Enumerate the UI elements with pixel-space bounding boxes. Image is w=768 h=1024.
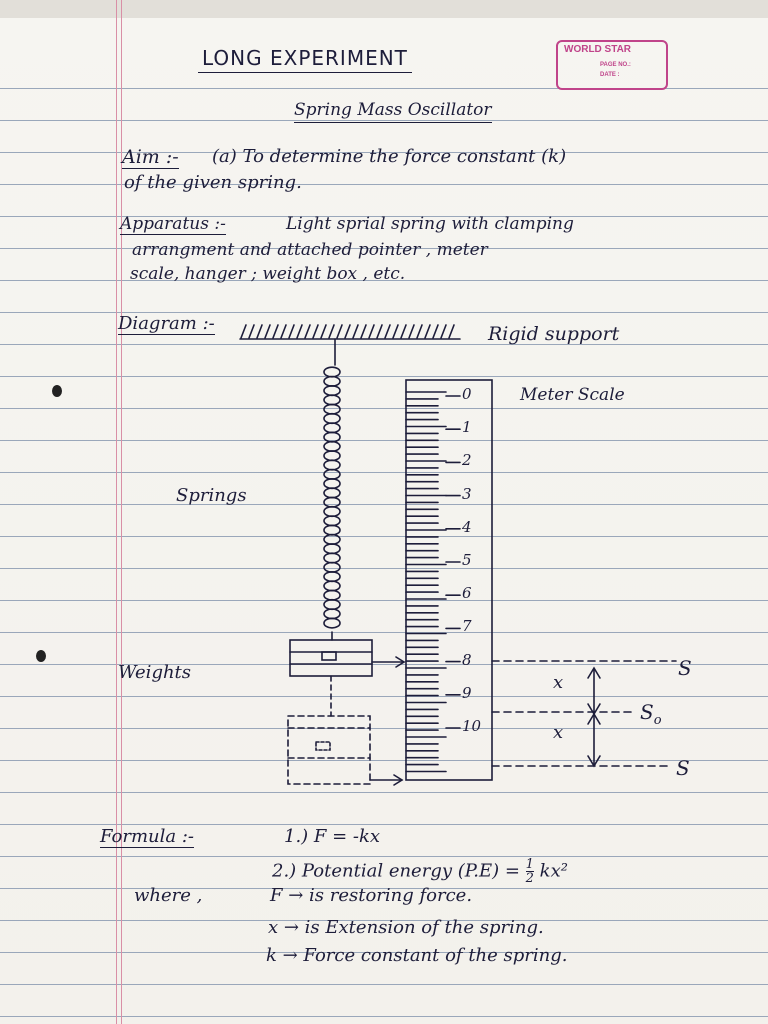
support-hatch — [321, 325, 326, 338]
support-hatch — [345, 325, 350, 338]
support-hatch — [361, 325, 366, 338]
aim-line-2: of the given spring. — [124, 172, 302, 193]
spring-coil — [324, 525, 340, 535]
aim-line-1: (a) To determine the force constant (k) — [212, 146, 567, 167]
support-hatch — [257, 325, 262, 338]
formula-label: Formula :- — [100, 826, 194, 847]
spring-coil — [324, 581, 340, 591]
apparatus-label: Apparatus :- — [120, 214, 226, 234]
support-hatch — [449, 325, 454, 338]
where-label: where , — [134, 885, 203, 906]
scale-number-5: 5 — [462, 551, 472, 569]
where-line-2: x → is Extension of the spring. — [268, 917, 544, 938]
support-hatch — [329, 325, 334, 338]
spring-coil — [324, 572, 340, 582]
spring-coil — [324, 609, 340, 619]
spring-coil — [324, 600, 340, 610]
spring-coil — [324, 386, 340, 396]
scale-number-1: 1 — [462, 418, 472, 437]
position-s0-subscript: o — [653, 713, 662, 728]
experiment-subtitle: Spring Mass Oscillator — [294, 100, 492, 123]
scale-number-4: 4 — [462, 517, 472, 536]
spring-coil — [324, 423, 340, 433]
scale-number-6: 6 — [462, 584, 472, 603]
page-title: LONG EXPERIMENT — [198, 46, 412, 73]
support-hatch — [441, 325, 446, 338]
support-hatch — [433, 325, 438, 338]
support-hatch — [305, 325, 310, 338]
spring-coil — [324, 479, 340, 489]
spring-coil — [324, 451, 340, 461]
spring-coil — [324, 590, 340, 600]
position-s-top: S — [678, 656, 692, 680]
spring-coil — [324, 367, 340, 377]
support-hatch — [409, 325, 414, 338]
spring-coil — [324, 544, 340, 554]
scale-number-3: 3 — [462, 484, 472, 503]
support-hatch — [401, 325, 406, 338]
weight-block — [290, 640, 372, 676]
spring-coil — [324, 377, 340, 387]
spring-coil — [324, 618, 340, 628]
spring-coil — [324, 553, 340, 563]
spring-coil — [324, 442, 340, 452]
scale-number-0: 0 — [462, 385, 472, 403]
formula-2-text: 2.) Potential energy (P.E) = — [272, 860, 526, 882]
meter-scale-label: Meter Scale — [520, 385, 625, 405]
aim-label: Aim :- — [122, 146, 179, 168]
spring-coil — [324, 488, 340, 498]
spring-coil — [324, 563, 340, 573]
support-hatch — [289, 325, 294, 338]
support-hatch — [417, 325, 422, 338]
stamp-date: DATE : — [600, 72, 620, 78]
scale-number-7: 7 — [462, 617, 472, 636]
support-hatch — [281, 325, 286, 338]
support-hatch — [393, 325, 398, 338]
where-line-1: F → is restoring force. — [270, 885, 473, 906]
scale-number-9: 9 — [462, 683, 472, 702]
extension-x-top: x — [553, 672, 564, 693]
support-hatch — [353, 325, 358, 338]
position-s0-letter: S — [640, 700, 654, 724]
support-hatch — [265, 325, 270, 338]
support-hatch — [377, 325, 382, 338]
spring-coil — [324, 497, 340, 507]
diagram-label: Diagram :- — [118, 313, 215, 334]
springs-label: Springs — [176, 485, 247, 506]
support-hatch — [385, 325, 390, 338]
stamp-brand: WORLD STAR — [564, 44, 632, 55]
scale-number-8: 8 — [462, 650, 472, 669]
spring-coil — [324, 432, 340, 442]
scale-number-2: 2 — [462, 451, 472, 470]
rigid-support-label: Rigid support — [488, 323, 620, 345]
support-hatch — [273, 325, 278, 338]
spring-coil — [324, 395, 340, 405]
apparatus-line-2: arrangment and attached pointer , meter — [132, 240, 488, 260]
where-line-3: k → Force constant of the spring. — [266, 945, 568, 966]
scale-number-10: 10 — [462, 717, 482, 735]
spring-coil — [324, 507, 340, 517]
weight-displaced-slot — [316, 742, 330, 750]
spring-coil — [324, 414, 340, 424]
formula-2-tail: kx² — [539, 860, 568, 882]
support-hatch — [425, 325, 430, 338]
apparatus-line-3: scale, hanger ; weight box , etc. — [130, 264, 406, 284]
support-hatch — [249, 325, 254, 338]
support-hatch — [337, 325, 342, 338]
weight-slot — [322, 652, 336, 660]
apparatus-line-1: Light sprial spring with clamping — [286, 214, 574, 234]
formula-1: 1.) F = -kx — [284, 826, 381, 847]
fraction-denominator: 2 — [525, 871, 534, 886]
weights-label: Weights — [118, 662, 192, 683]
spring-coil — [324, 516, 340, 526]
spring-coil — [324, 535, 340, 545]
spring-coil — [324, 470, 340, 480]
support-hatch — [241, 325, 246, 338]
spring-coil — [324, 460, 340, 470]
support-hatch — [297, 325, 302, 338]
extension-x-bottom: x — [553, 722, 564, 743]
spring-coil — [324, 404, 340, 414]
position-s-bottom: S — [676, 756, 690, 780]
fraction-numerator: 1 — [525, 857, 534, 872]
support-hatch — [369, 325, 374, 338]
support-hatch — [313, 325, 318, 338]
stamp-page-no: PAGE NO.: — [600, 62, 631, 68]
